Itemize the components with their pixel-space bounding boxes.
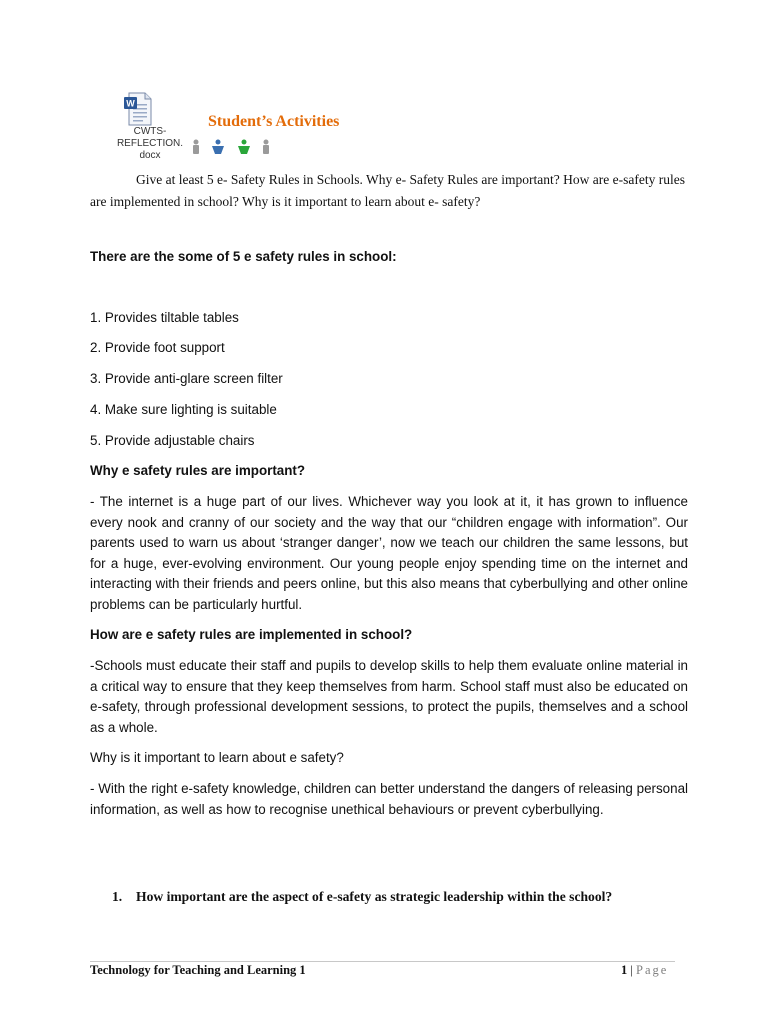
learn-paragraph: - With the right e-safety knowledge, children can better understand the dangers of releasing personal information, as well as how to recognise unethical behaviours or prevent cyberbullying. [90,781,688,817]
rule-item-2: 2. Provide foot support [90,340,225,355]
embedded-file-caption-line1: CWTS-REFLECTION. [116,126,184,149]
how-heading: How are e safety rules are implemented in school? [90,627,413,642]
footer-divider [90,961,675,962]
rule-item-4: 4. Make sure lighting is suitable [90,402,277,417]
svg-text:W: W [126,98,135,109]
embedded-file-caption-line2: docx [139,150,161,161]
how-paragraph: -Schools must educate their staff and pupils to develop skills to help them evaluate online material in a critical way to ensure that they keep themselves from harm. School staff must also be educated on e-safety, through professional development sessions, to protect the pupils, themselves and a school as a whole. [90,658,688,735]
rule-item-5: 5. Provide adjustable chairs [90,433,255,448]
intro-prompt: Give at least 5 e- Safety Rules in Schools. Why e- Safety Rules are important? How are e-safety rules are implemented in school? Why is it important to learn about e- safety? [90,172,685,209]
footer-separator: | [627,963,637,977]
why-paragraph: - The internet is a huge part of our lives. Whichever way you look at it, it has grown to influence every nook and cranny of our society and the way that our “children engage with information”. Our parents used to warn us about ‘stranger danger’, now we teach our children the same lessons, but for a huge, ever-evolving environment. Our young people enjoy spending time on the internet and interacting with their friends and peers online, but this also means that cyberbullying and other online problems can be particularly hurtful. [90,494,688,612]
page-title: Student’s Activities [208,113,340,130]
footer-page-number: 1 [621,963,628,977]
footer-course-title: Technology for Teaching and Learning 1 [90,963,306,977]
why-heading: Why e safety rules are important? [90,463,306,478]
word-document-icon[interactable] [123,92,153,126]
people-figures-icon [188,139,280,155]
rules-heading: There are the some of 5 e safety rules in school: [90,249,397,264]
footer-page-word: Page [636,963,669,977]
embedded-file-caption[interactable] [110,126,190,162]
learn-heading: Why is it important to learn about e safety? [90,750,344,765]
question-text: How important are the aspect of e-safety as strategic leadership within the school? [136,889,613,904]
footer-page-indicator [621,963,668,978]
rule-item-3: 3. Provide anti-glare screen filter [90,371,283,386]
rule-item-1: 1. Provides tiltable tables [90,310,239,325]
question-number: 1. [112,889,123,904]
